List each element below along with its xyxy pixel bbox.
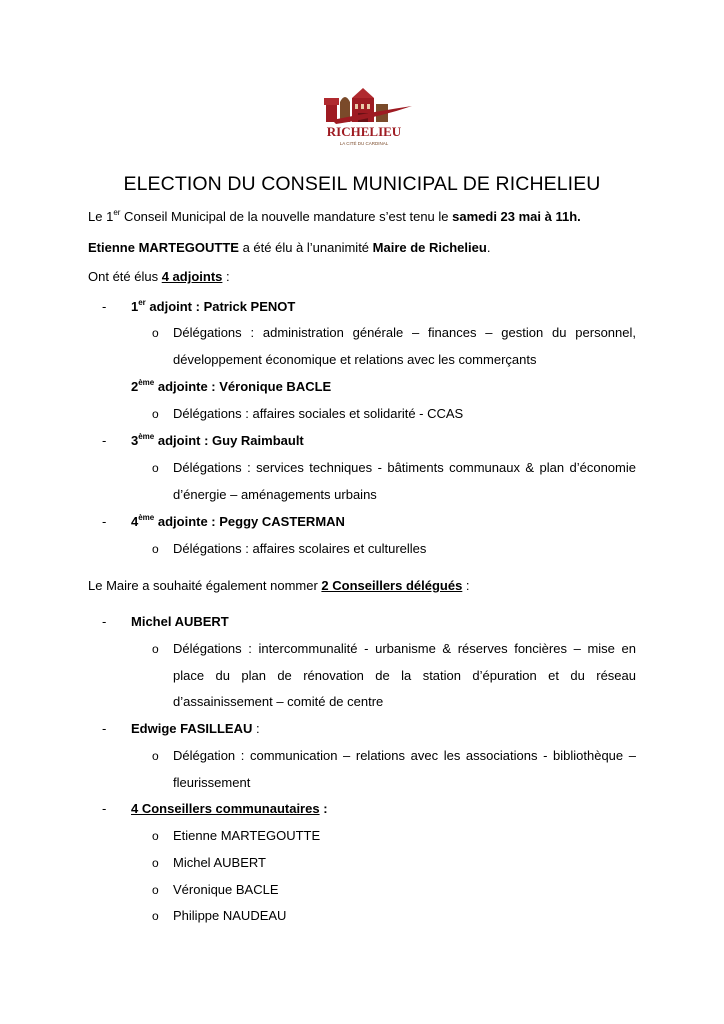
adjoint-2-delegation-line-1: Délégations : affaires sociales et solidarité - CCAS bbox=[173, 406, 464, 421]
conseiller-2-heading: Edwige FASILLEAU : bbox=[131, 721, 260, 736]
list-circle: o bbox=[152, 909, 159, 923]
conseiller-1-delegation-line-1: Délégations : intercommunalité - urbanisme & réserves foncières – mise en bbox=[173, 641, 636, 656]
conseiller-1-delegation-line-2: place du plan de rénovation de la station d’épuration et du réseau bbox=[173, 668, 636, 683]
list-dash: - bbox=[102, 299, 107, 314]
list-circle: o bbox=[152, 407, 159, 421]
logo-tagline: LA CITÉ DU CARDINAL bbox=[339, 141, 389, 146]
communautaires-heading: 4 Conseillers communautaires : bbox=[131, 801, 328, 816]
intro-paragraph-2: Etienne MARTEGOUTTE a été élu à l’unanimité Maire de Richelieu. bbox=[88, 240, 491, 255]
page-title: ELECTION DU CONSEIL MUNICIPAL DE RICHELIEU bbox=[123, 173, 601, 195]
adjoint-3-heading: 3ème adjoint : Guy Raimbault bbox=[131, 431, 304, 448]
list-circle: o bbox=[152, 642, 159, 656]
communautaire-member: Etienne MARTEGOUTTE bbox=[173, 828, 321, 843]
adjoint-1-delegation-line-1: Délégations : administration générale – finances – gestion du personnel, bbox=[173, 325, 636, 340]
list-circle: o bbox=[152, 856, 159, 870]
logo-wordmark: RICHELIEU bbox=[326, 124, 402, 139]
list-dash: - bbox=[102, 801, 107, 816]
conseiller-2-delegation-line-2: fleurissement bbox=[173, 775, 251, 790]
conseiller-1-delegation-line-3: d’assainissement – comité de centre bbox=[173, 694, 384, 709]
adjoint-1-delegation-line-2: développement économique et relations avec les commerçants bbox=[173, 352, 537, 367]
list-circle: o bbox=[152, 326, 159, 340]
list-dash: - bbox=[102, 514, 107, 529]
communautaire-member: Véronique BACLE bbox=[173, 882, 279, 897]
list-circle: o bbox=[152, 883, 159, 897]
conseiller-1-heading: Michel AUBERT bbox=[131, 614, 229, 629]
adjoint-3-delegation-line-2: d’énergie – aménagements urbains bbox=[173, 487, 377, 502]
list-circle: o bbox=[152, 829, 159, 843]
conseillers-intro: Le Maire a souhaité également nommer 2 Conseillers délégués : bbox=[88, 578, 470, 593]
communautaire-member: Philippe NAUDEAU bbox=[173, 908, 287, 923]
communautaire-member: Michel AUBERT bbox=[173, 855, 266, 870]
list-dash: - bbox=[102, 721, 107, 736]
adjoint-1-heading: 1er adjoint : Patrick PENOT bbox=[131, 297, 296, 314]
intro-paragraph-1: Le 1er Conseil Municipal de la nouvelle mandature s’est tenu le samedi 23 mai à 11h. bbox=[88, 207, 581, 224]
adjoint-2-heading: 2ème adjointe : Véronique BACLE bbox=[131, 377, 332, 394]
list-circle: o bbox=[152, 749, 159, 763]
list-circle: o bbox=[152, 461, 159, 475]
adjoint-4-delegation-line-1: Délégations : affaires scolaires et culturelles bbox=[173, 541, 427, 556]
list-dash: - bbox=[102, 433, 107, 448]
list-circle: o bbox=[152, 542, 159, 556]
list-dash: - bbox=[102, 614, 107, 629]
conseiller-2-delegation-line-1: Délégation : communication – relations avec les associations - bibliothèque – bbox=[173, 748, 636, 763]
adjoint-4-heading: 4ème adjointe : Peggy CASTERMAN bbox=[131, 512, 345, 529]
intro-paragraph-3: Ont été élus 4 adjoints : bbox=[88, 269, 230, 284]
adjoint-3-delegation-line-1: Délégations : services techniques - bâtiments communaux & plan d’économie bbox=[173, 460, 636, 475]
richelieu-logo bbox=[312, 84, 416, 148]
